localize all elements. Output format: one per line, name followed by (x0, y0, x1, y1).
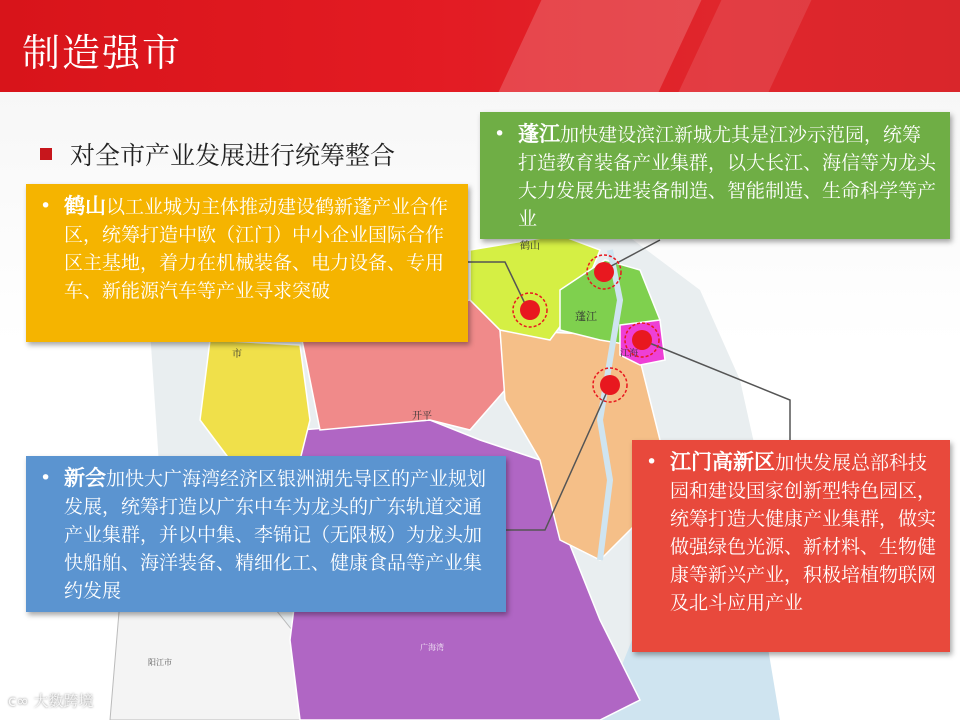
callout-pengjiang-name: 蓬江 (518, 122, 560, 146)
callout-gaoxin-name: 江门高新区 (670, 450, 775, 474)
callout-pengjiang-text: 加快建设滨江新城尤其是江沙示范园，统筹打造教育装备产业集群，以大长江、海信等为龙头大力发展先进装备制造、智能制造、生命科学等产业 (518, 124, 937, 230)
callout-xinhui-text: 加快大广海湾经济区银洲湖先导区的产业规划发展，统筹打造以广东中车为龙头的广东轨道交通产业集群，并以中集、李锦记（无限极）为龙头加快船舶、海洋装备、精细化工、健康食品等产业集约发展 (64, 468, 487, 602)
map-label-shi: 市 (232, 349, 242, 360)
callout-gaoxin (632, 440, 950, 652)
bullet-icon: • (646, 451, 658, 473)
bullet-icon: • (40, 467, 52, 489)
map-label-yangjiang: 阳江市 (148, 658, 172, 667)
map-label-heshan: 鹤山 (520, 241, 540, 252)
callout-heshan-name: 鹤山 (64, 194, 106, 218)
bullet-icon: • (494, 123, 506, 145)
subheading-text: 对全市产业发展进行统筹整合 (70, 141, 396, 170)
map-label-guanghai: 广海湾 (420, 643, 444, 652)
map-label-jianghai: 江海 (620, 349, 639, 359)
bullet-icon: • (40, 195, 52, 217)
watermark-text: 大数跨境 (33, 692, 94, 710)
watermark (8, 690, 94, 711)
callout-pengjiang (480, 112, 950, 239)
callout-heshan-text: 以工业城为主体推动建设鹤新蓬产业合作区，统筹打造中欧（江门）中小企业国际合作区主基地，着力在机械装备、电力设备、专用车、新能源汽车等产业寻求突破 (64, 196, 449, 302)
callout-gaoxin-text: 加快发展总部科技园和建设国家创新型特色园区，统筹打造大健康产业集群，做实做强绿色光源、新材料、生物健康等新兴产业，积极培植物联网及北斗应用产业 (670, 452, 937, 614)
map-region-enping (200, 340, 310, 460)
watermark-logo-icon: ᴄ∞ (8, 692, 34, 710)
map-label-kaiping: 开平 (412, 411, 432, 422)
page-title: 制造强市 (22, 31, 183, 75)
callout-xinhui (26, 456, 506, 612)
subheading (40, 136, 395, 172)
callout-xinhui-name: 新会 (64, 466, 106, 490)
square-bullet-icon (40, 148, 52, 160)
callout-heshan (26, 184, 468, 342)
map-label-pengjiang: 蓬江 (575, 310, 597, 323)
